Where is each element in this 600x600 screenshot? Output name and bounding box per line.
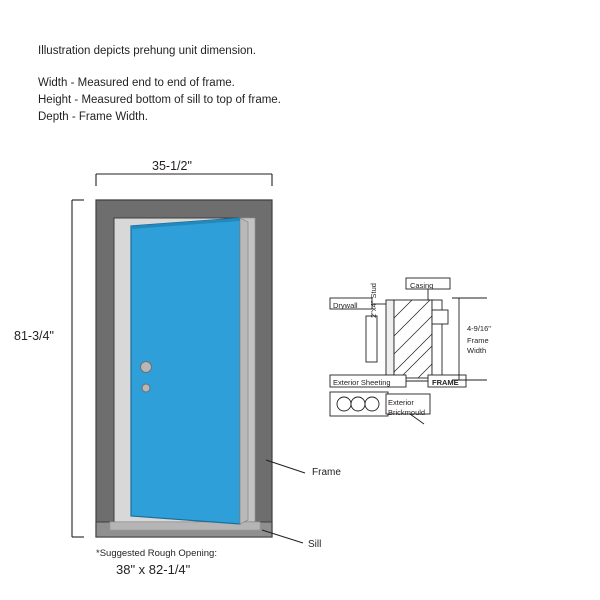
height-dimension-label: 81-3/4"	[14, 329, 54, 343]
detail-frame-width-value: 4-9/16"	[467, 324, 491, 333]
detail-exterior-sheeting-label: Exterior Sheeting	[333, 378, 391, 387]
detail-frame-label: FRAME	[432, 378, 459, 387]
intro-description: Illustration depicts prehung unit dimension.	[38, 45, 256, 57]
intro-depth-definition: Depth - Frame Width.	[38, 111, 148, 123]
detail-frame-width-label-line1: Frame	[467, 336, 489, 345]
intro-height-definition: Height - Measured bottom of sill to top of frame.	[38, 94, 281, 106]
detail-brickmould-label-line1: Exterior	[388, 398, 414, 407]
detail-stud-label: 2"x4" Stud	[369, 283, 378, 318]
sill-callout-label: Sill	[308, 539, 322, 550]
detail-drywall-label: Drywall	[333, 301, 358, 310]
detail-frame-width-label-line2: Width	[467, 346, 487, 355]
width-dimension-label: 35-1/2"	[152, 159, 192, 173]
detail-casing-label: Casing	[410, 281, 434, 290]
detail-brickmould-label-line2: Brickmould	[388, 408, 426, 417]
intro-width-definition: Width - Measured end to end of frame.	[38, 77, 235, 89]
rough-opening-title: *Suggested Rough Opening:	[96, 548, 217, 559]
rough-opening-value: 38" x 82-1/4"	[116, 562, 191, 577]
frame-callout-label: Frame	[312, 467, 341, 478]
